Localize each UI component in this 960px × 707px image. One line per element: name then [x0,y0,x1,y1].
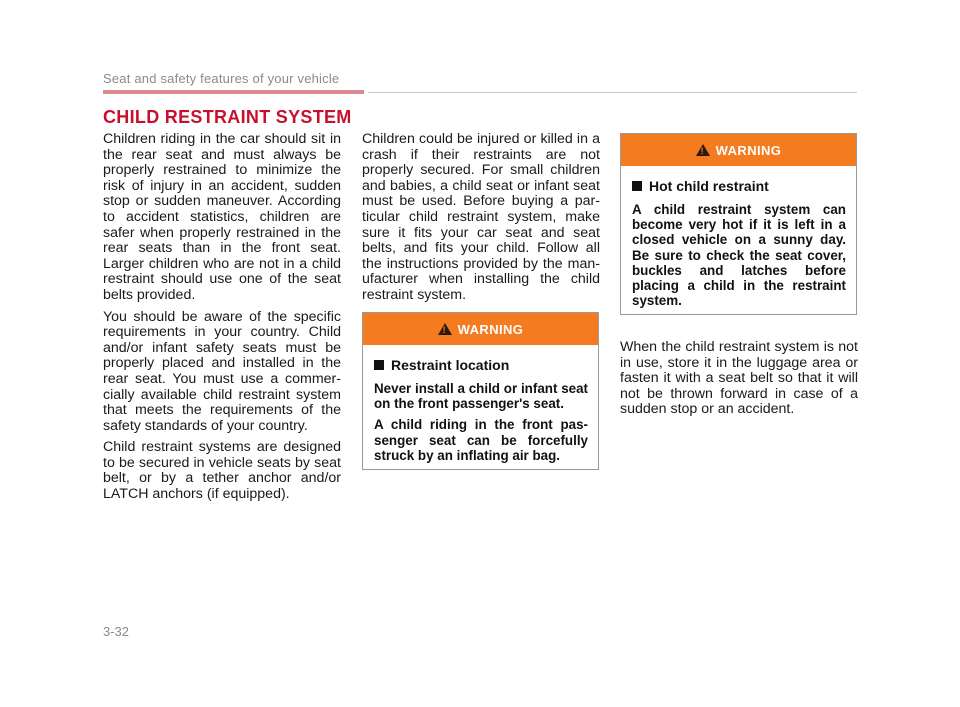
page-number: 3-32 [103,624,130,639]
paragraph: You should be aware of the specific requirements in your country. Child and/or infant safety seats must be properly placed and installed in the rear seat. You must use a commercially available child restraint system that meets the requirements of the safety standards of your country. [103,308,341,434]
warning-subtitle [374,357,588,373]
header-divider [368,92,857,93]
warning-subtitle-text: Hot child restraint [649,178,769,194]
bullet-square-icon [374,360,384,370]
warning-header-label: WARNING [715,142,782,158]
warning-subtitle [632,178,846,194]
warning-box-restraint-location [362,312,599,470]
paragraph: Children could be injured or killed in a crash if their restraints are not properly secured. For small children and babies, a child seat or infant seat must be used. Before buying a particular child restraint system, make sure it fits your car seat and seat belts, and fits your child. Follow all the instructions provided by the manufacturer when installing the child restraint system. [362,131,600,303]
paragraph: Child restraint systems are designed to be secured in vehicle seats by seat belt, or by a tether anchor and/or LATCH anchors (if equipped). [103,439,341,503]
warning-header [363,313,598,345]
page-title: CHILD RESTRAINT SYSTEM [103,107,352,127]
text-column-2 [362,132,600,310]
paragraph: Children riding in the car should sit in the rear seat and must always be properly restrained to minimize the risk of injury in an accident, sudden stop or sudden maneuver. According to accident statistics, children are safer when properly restrained in the rear seats than in the front seat. Larger children who are not in a child restraint should use one of the seat belts provided. [103,131,341,303]
bullet-square-icon [632,181,642,191]
warning-triangle-icon [696,144,710,156]
paragraph: When the child restraint system is not in use, store it in the luggage area or fasten it with a seat belt so that it will not be thrown forward in case of a sudden stop or an accident. [620,339,858,418]
section-header-label: Seat and safety features of your vehicle [103,71,340,86]
warning-subtitle-text: Restraint location [391,357,510,373]
text-column-1 [103,132,341,509]
warning-triangle-icon [438,323,452,335]
warning-header [621,134,856,166]
warning-header-label: WARNING [457,321,524,337]
warning-text: Never install a child or infant seat on the front passenger's seat. [374,381,588,412]
header-accent-bar [103,90,364,94]
warning-text: A child riding in the front passenger seat can be forcefully struck by an inflating air bag. [374,417,588,463]
text-column-3 [620,340,858,424]
warning-text: A child restraint system can become very hot if it is left in a closed vehicle on a sunny day. Be sure to check the seat cover, buckles and latches before placing a child in the restraint system. [632,202,846,309]
warning-box-hot-child-restraint [620,133,857,315]
